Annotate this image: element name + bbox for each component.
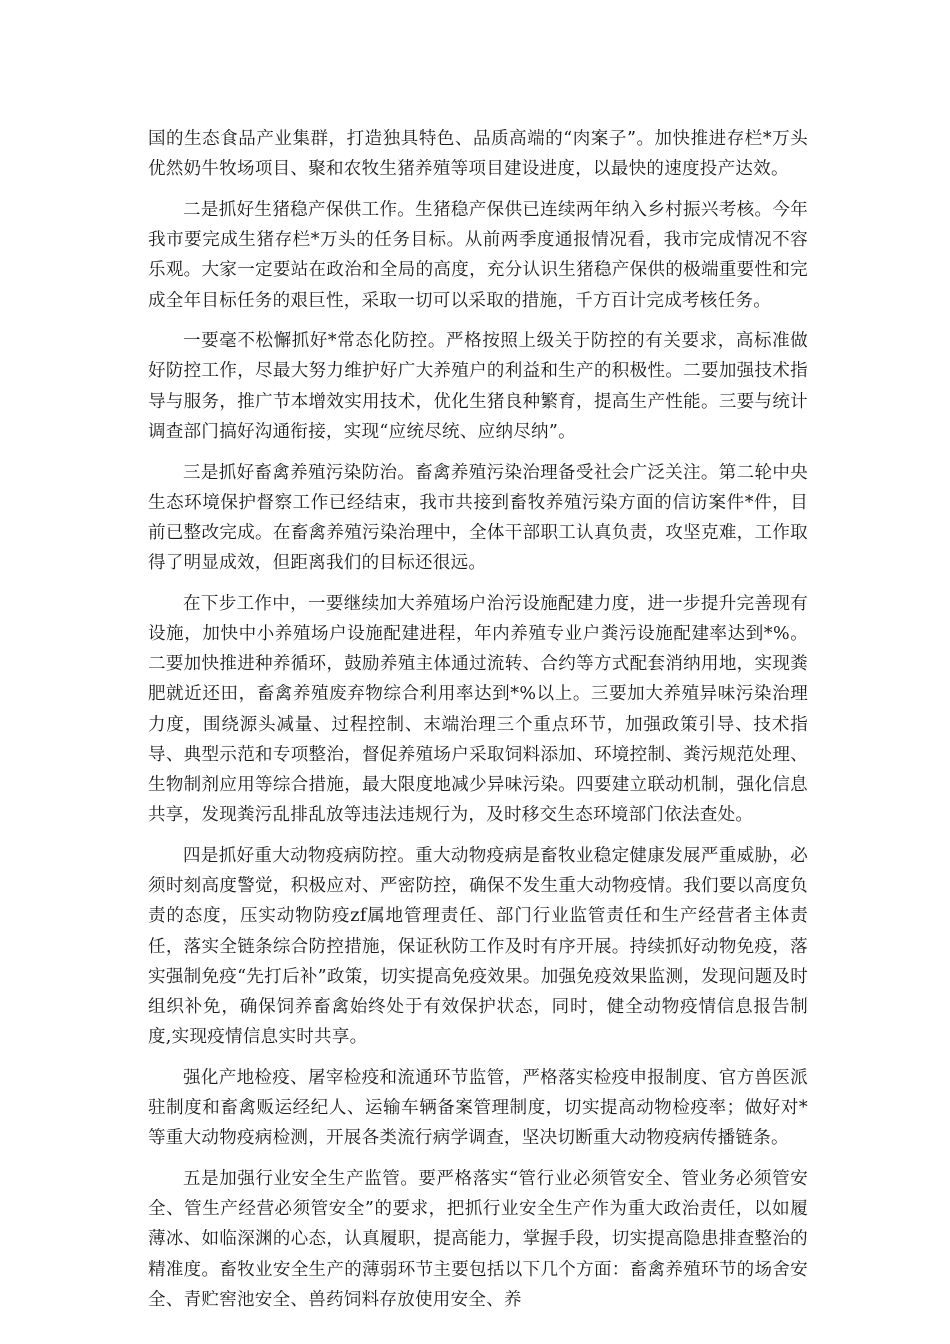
document-body: [148, 124, 808, 1326]
paragraph-disease-prevention: 四是抓好重大动物疫病防控。重大动物疫病是畜牧业稳定健康发展严重威胁，必须时刻高度警觉，积极应对、严密防控，确保不发生重大动物疫情。我们要以高度负责的态度，压实动物防疫zf属地管理责任、部门行业监管责任和生产经营者主体责任，落实全链条综合防控措施，保证秋防工作及时有序开展。持续抓好动物免疫，落实强制免疫“先打后补”政策，切实提高免疫效果。加强免疫效果监测，发现问题及时组织补免，确保饲养畜禽始终处于有效保护状态，同时，健全动物疫情信息报告制度,实现疫情信息实时共享。: [148, 845, 808, 1048]
paragraph-epidemic-control: 一要毫不松懈抓好*常态化防控。严格按照上级关于防控的有关要求，高标准做好防控工作，尽最大努力维护好广大养殖户的利益和生产的积极性。二要加强技术指导与服务，推广节本增效实用技术，优化生猪良种繁育，提高生产性能。三要与统计调查部门搞好沟通衔接，实现“应统尽统、应纳尽纳”。: [148, 331, 808, 442]
paragraph-next-steps: 在下步工作中，一要继续加大养殖场户治污设施配建力度，进一步提升完善现有设施，加快中小养殖场户设施配建进程，年内养殖专业户粪污设施配建率达到*%。二要加快推进种养循环，鼓励养殖主体通过流转、合约等方式配套消纳用地，实现粪肥就近还田，畜禽养殖废弃物综合利用率达到*%以上。三要加大养殖异味污染治理力度，围绕源头减量、过程控制、末端治理三个重点环节，加强政策引导、技术指导、典型示范和专项整治，督促养殖场户采取饲料添加、环境控制、粪污规范处理、生物制剂应用等综合措施，最大限度地减少异味污染。四要建立联动机制，强化信息共享，发现粪污乱排乱放等违法违规行为，及时移交生态环境部门依法查处。: [148, 593, 808, 826]
paragraph-pig-supply: 二是抓好生猪稳产保供工作。生猪稳产保供已连续两年纳入乡村振兴考核。今年我市要完成生猪存栏*万头的任务目标。从前两季度通报情况看，我市完成情况不容乐观。大家一定要站在政治和全局的高度，充分认识生猪稳产保供的极端重要性和完成全年目标任务的艰巨性，采取一切可以采取的措施，千方百计完成考核任务。: [148, 199, 808, 311]
paragraph-continued: 国的生态食品产业集群，打造独具特色、品质高端的“肉案子”。加快推进存栏*万头优然奶牛牧场项目、聚和农牧生猪养殖等项目建设进度，以最快的速度投产达效。: [148, 129, 808, 180]
paragraph-pollution-control: 三是抓好畜禽养殖污染防治。畜禽养殖污染治理备受社会广泛关注。第二轮中央生态环境保护督察工作已经结束，我市共接到畜牧养殖污染方面的信访案件*件，目前已整改完成。在畜禽养殖污染治理中，全体干部职工认真负责，攻坚克难，工作取得了明显成效，但距离我们的目标还很远。: [148, 462, 808, 574]
paragraph-quarantine: 强化产地检疫、屠宰检疫和流通环节监管，严格落实检疫申报制度、官方兽医派驻制度和畜禽贩运经纪人、运输车辆备案管理制度，切实提高动物检疫率；做好对*等重大动物疫病检测，开展各类流行病学调查，坚决切断重大动物疫病传播链条。: [148, 1067, 808, 1149]
paragraph-safety-supervision: 五是加强行业安全生产监管。要严格落实“管行业必须管安全、管业务必须管安全、管生产经营必须管安全”的要求，把抓行业安全生产作为重大政治责任，以如履薄冰、如临深渊的心态，认真履职，提高能力，掌握手段，切实提高隐患排查整治的精准度。畜牧业安全生产的薄弱环节主要包括以下几个方面：畜禽养殖环节的场舍安全、青贮窖池安全、兽药饲料存放使用安全、养: [148, 1169, 808, 1310]
